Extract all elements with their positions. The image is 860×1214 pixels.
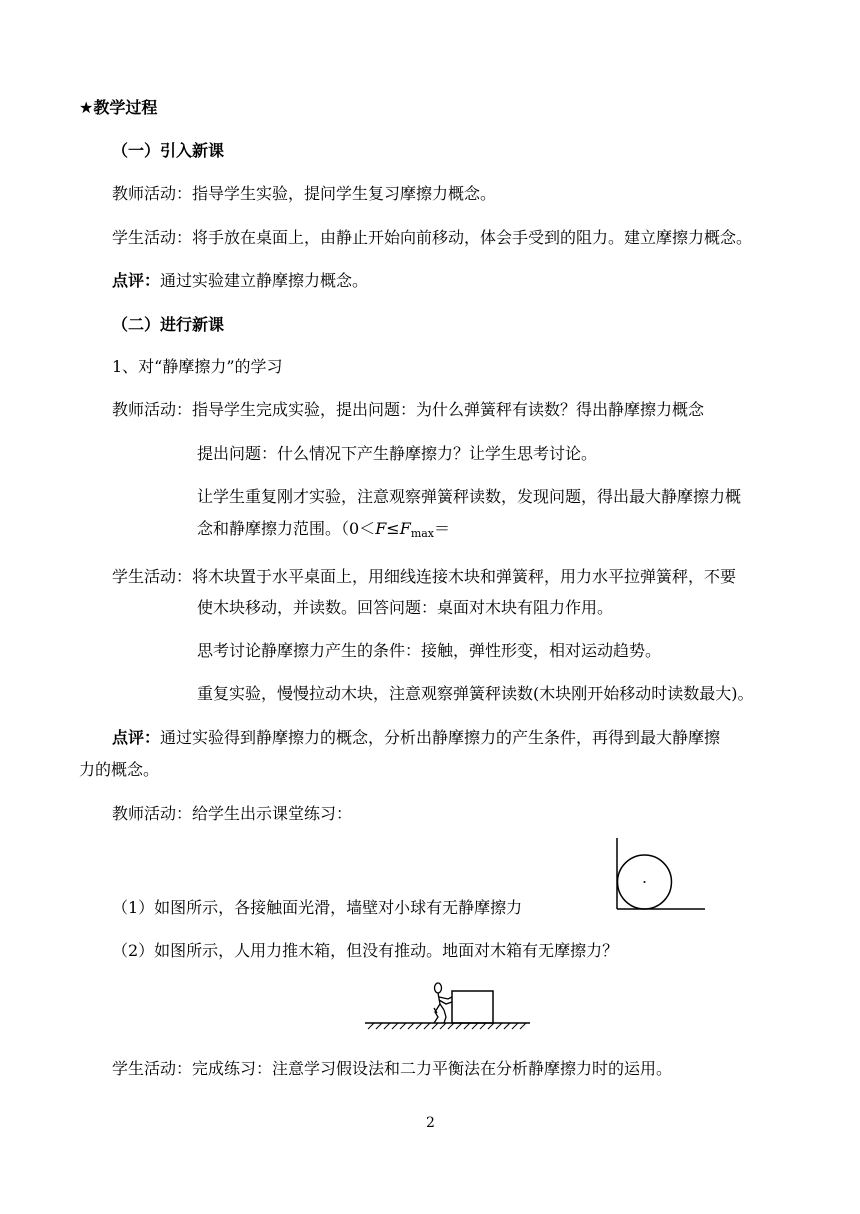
sub1-title: （一）引入新课 bbox=[112, 141, 225, 160]
p1-label: 教师活动： bbox=[112, 184, 193, 203]
exercise-1: （1）如图所示，各接触面光滑，墙壁对小球有无静摩擦力 bbox=[112, 898, 523, 917]
teacher-label: 教师活动： bbox=[112, 400, 193, 419]
teacher-line2: 提出问题：什么情况下产生静摩擦力？让学生思考讨论。 bbox=[197, 444, 598, 463]
student-label: 学生活动： bbox=[112, 567, 193, 586]
comment-line1: 点评：通过实验得到静摩擦力的概念，分析出静摩擦力的产生条件，再得到最大静摩擦 bbox=[112, 728, 721, 747]
exercise-intro: 教师活动：给学生出示课堂练习： bbox=[112, 804, 353, 823]
ground-hatching bbox=[368, 1023, 526, 1029]
teacher-line3: 让学生重复刚才实验，注意观察弹簧秤读数，发现问题，得出最大静摩擦力概 bbox=[197, 487, 742, 506]
box-rect bbox=[452, 991, 493, 1023]
p3-label: 点评： bbox=[112, 271, 161, 290]
comment-line2: 力的概念。 bbox=[79, 760, 160, 779]
p1-text: 指导学生实验，提问学生复习摩擦力概念。 bbox=[192, 184, 497, 203]
page-number: 2 bbox=[426, 1115, 435, 1131]
comment-label: 点评： bbox=[112, 728, 161, 747]
student-line3: 思考讨论静摩擦力产生的条件：接触，弹性形变，相对运动趋势。 bbox=[197, 641, 662, 660]
p2 bbox=[112, 228, 752, 248]
sub2-title: （二）进行新课 bbox=[112, 315, 225, 334]
item1: 1、对“静摩擦力”的学习 bbox=[112, 357, 283, 376]
student-line2: 使木块移动，并读数。回答问题：桌面对木块有阻力作用。 bbox=[197, 598, 614, 617]
exercise-2: （2）如图所示，人用力推木箱，但没有推动。地面对木箱有无摩擦力？ bbox=[112, 941, 619, 960]
p3 bbox=[112, 271, 368, 291]
student-line4: 重复实验，慢慢拉动木块，注意观察弹簧秤读数(木块刚开始移动时读数最大)。 bbox=[197, 684, 754, 703]
teacher-line1: 教师活动：指导学生完成实验，提出问题：为什么弹簧秤有读数？得出静摩擦力概念 bbox=[112, 400, 705, 419]
section-title: ★教学过程 bbox=[79, 98, 158, 117]
p3-text: 通过实验建立静摩擦力概念。 bbox=[160, 271, 369, 290]
exercise-after: 学生活动：完成练习：注意学习假设法和二力平衡法在分析静摩擦力时的运用。 bbox=[112, 1059, 673, 1078]
teacher-line4: 念和静摩擦力范围。（$0<F\le F_{max}=$ bbox=[197, 519, 451, 540]
p2-text: 将手放在桌面上，由静止开始向前移动，体会手受到的阻力。建立摩擦力概念。 bbox=[192, 228, 753, 247]
push-box-figure bbox=[360, 980, 534, 1032]
person-figure bbox=[434, 983, 452, 1023]
student-line1: 学生活动：将木块置于水平桌面上，用细线连接木块和弹簧秤，用力水平拉弹簧秤，不要 bbox=[112, 567, 737, 586]
ball-wall-figure bbox=[608, 838, 712, 914]
p2-label: 学生活动： bbox=[112, 228, 193, 247]
ball-center bbox=[644, 881, 646, 883]
p1 bbox=[112, 184, 496, 204]
